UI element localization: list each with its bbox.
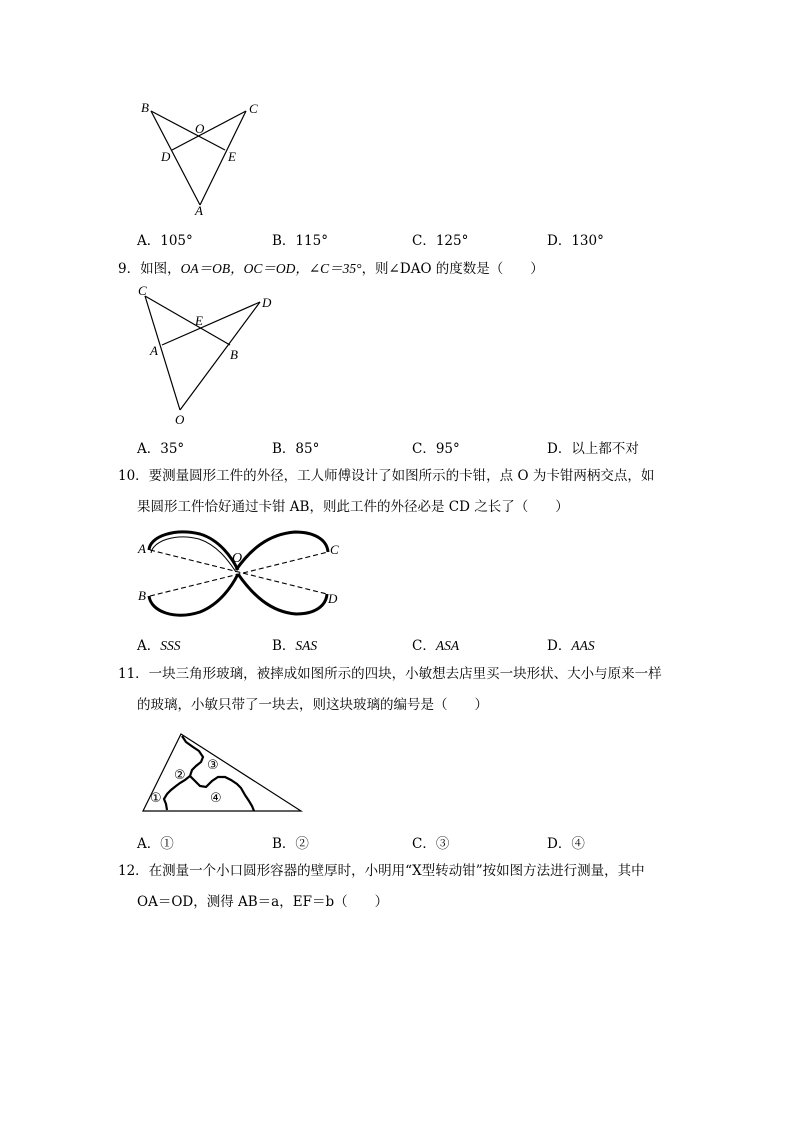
q8-option-a[interactable]: A．105° — [137, 233, 193, 249]
q9-label-E: E — [195, 313, 203, 328]
q9-label-C: C — [138, 283, 147, 298]
q10-label-B: B — [138, 588, 146, 603]
q10-option-b[interactable]: B．SAS — [272, 638, 318, 654]
q11-label-piece1: ① — [150, 791, 162, 806]
q11-option-a[interactable]: A．① — [137, 836, 174, 852]
q11-label-piece4: ④ — [210, 791, 222, 806]
q10-label-O: O — [232, 551, 243, 566]
q9-label-O: O — [175, 412, 185, 427]
q8-option-d[interactable]: D．130° — [547, 233, 604, 249]
q10-label-D: D — [328, 591, 338, 606]
q9-option-c[interactable]: C．95° — [412, 441, 460, 457]
q10-option-c[interactable]: C．ASA — [412, 638, 460, 654]
q11-option-b[interactable]: B．② — [272, 836, 309, 852]
q9-label-A: A — [150, 343, 158, 358]
q11-stem-line1: 11．一块三角形玻璃，被摔成如图所示的四块，小敏想去店里买一块形状、大小与原来一样 — [118, 666, 662, 682]
q9-option-d[interactable]: D．以上都不对 — [547, 441, 639, 457]
q8-label-B: B — [141, 100, 149, 115]
q10-option-a[interactable]: A．SSS — [137, 638, 181, 654]
q9-label-D: D — [262, 295, 272, 310]
q11-label-piece2: ② — [174, 768, 186, 783]
q8-label-O: O — [195, 121, 205, 136]
q10-stem-line1: 10．要测量圆形工件的外径，工人师傅设计了如图所示的卡钳，点 O 为卡钳两柄交点，如 — [118, 468, 655, 484]
q10-stem-line2: 果圆形工件恰好通过卡钳 AB，则此工件的外径必是 CD 之长了（ ） — [137, 499, 569, 515]
q11-option-c[interactable]: C．③ — [412, 836, 450, 852]
q10-label-A: A — [138, 541, 146, 556]
q9-stem-prefix: 如图， — [140, 261, 181, 277]
q9-stem-math: OA＝OB，OC＝OD，∠C＝35° — [180, 261, 362, 276]
q10-label-C: C — [330, 542, 339, 557]
q8-option-c[interactable]: C．125° — [412, 233, 469, 249]
q9-option-b[interactable]: B．85° — [272, 441, 320, 457]
q11-label-piece3: ③ — [207, 758, 219, 773]
q10-option-d[interactable]: D．AAS — [547, 638, 595, 654]
q11-stem-line2: 的玻璃，小敏只带了一块去，则这块玻璃的编号是（ ） — [137, 697, 488, 713]
q8-label-A: A — [195, 203, 203, 218]
q11-option-d[interactable]: D．④ — [547, 836, 585, 852]
q8-label-E: E — [228, 149, 236, 164]
q8-label-D: D — [161, 149, 171, 164]
q12-stem-line2: OA＝OD，测得 AB＝a，EF＝b（ ） — [137, 894, 389, 910]
q8-option-b[interactable]: B．115° — [272, 233, 328, 249]
q12-stem-line1: 12．在测量一个小口圆形容器的壁厚时，小明用“X型转动钳”按如图方法进行测量，其中 — [118, 863, 645, 879]
q8-label-C: C — [249, 101, 258, 116]
q9-label-B: B — [230, 347, 238, 362]
q9-stem-suffix: ，则∠DAO 的度数是（ ） — [361, 261, 544, 277]
q9-option-a[interactable]: A．35° — [137, 441, 185, 457]
q9-number: 9． — [118, 261, 141, 277]
